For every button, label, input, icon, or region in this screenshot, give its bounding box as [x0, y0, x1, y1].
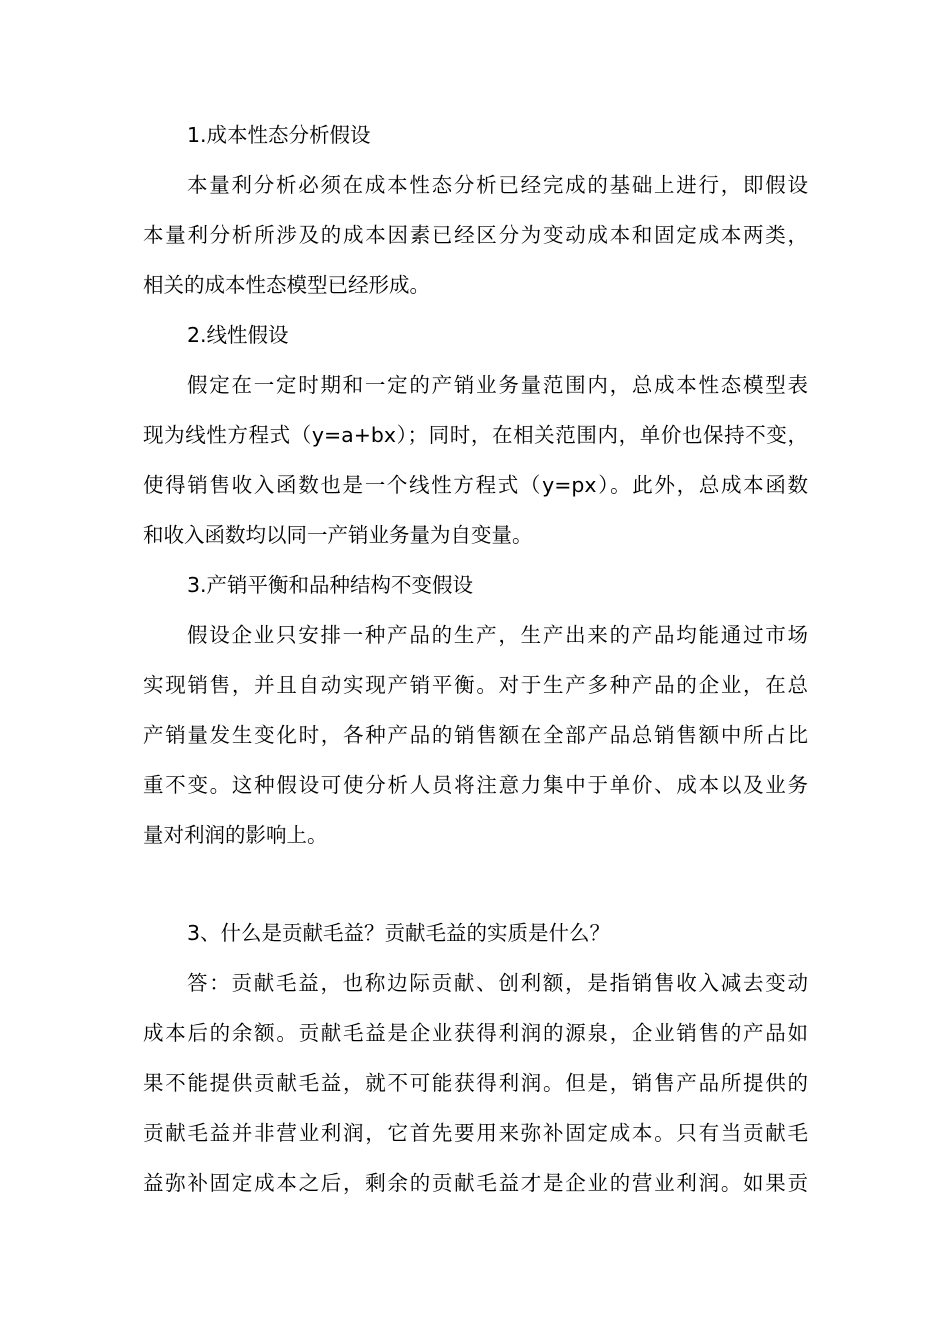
paragraph-line: 现为线性方程式（y=a+bx）；同时，在相关范围内，单价也保持不变，	[143, 423, 808, 447]
paragraph-line: 相关的成本性态模型已经形成。	[143, 273, 430, 297]
paragraph-line: 假定在一定时期和一定的产销业务量范围内，总成本性态模型表	[187, 373, 808, 397]
paragraph-line: 使得销售收入函数也是一个线性方程式（y=px）。此外，总成本函数	[143, 473, 808, 497]
answer-line: 益弥补固定成本之后，剩余的贡献毛益才是企业的营业利润。如果贡	[143, 1171, 808, 1195]
answer-line: 成本后的余额。贡献毛益是企业获得利润的源泉，企业销售的产品如	[143, 1021, 808, 1045]
question-heading: 3、什么是贡献毛益？贡献毛益的实质是什么？	[187, 921, 611, 945]
answer-line: 果不能提供贡献毛益，就不可能获得利润。但是，销售产品所提供的	[143, 1071, 808, 1095]
paragraph-line: 重不变。这种假设可使分析人员将注意力集中于单价、成本以及业务	[143, 773, 808, 797]
heading-cost-behavior-assumption: 1.成本性态分析假设	[187, 123, 371, 147]
paragraph-line: 实现销售，并且自动实现产销平衡。对于生产多种产品的企业，在总	[143, 673, 808, 697]
answer-line: 答：贡献毛益，也称边际贡献、创利额，是指销售收入减去变动	[187, 971, 808, 995]
answer-line: 贡献毛益并非营业利润，它首先要用来弥补固定成本。只有当贡献毛	[143, 1121, 808, 1145]
paragraph-line: 假设企业只安排一种产品的生产，生产出来的产品均能通过市场	[187, 623, 808, 647]
paragraph-line: 产销量发生变化时，各种产品的销售额在全部产品总销售额中所占比	[143, 723, 808, 747]
paragraph-line: 量对利润的影响上。	[143, 823, 328, 847]
paragraph-line: 本量利分析必须在成本性态分析已经完成的基础上进行，即假设	[187, 173, 808, 197]
heading-linear-assumption: 2.线性假设	[187, 323, 289, 347]
paragraph-line: 和收入函数均以同一产销业务量为自变量。	[143, 523, 533, 547]
heading-balance-assumption: 3.产销平衡和品种结构不变假设	[187, 573, 474, 597]
paragraph-line: 本量利分析所涉及的成本因素已经区分为变动成本和固定成本两类，	[143, 223, 808, 247]
